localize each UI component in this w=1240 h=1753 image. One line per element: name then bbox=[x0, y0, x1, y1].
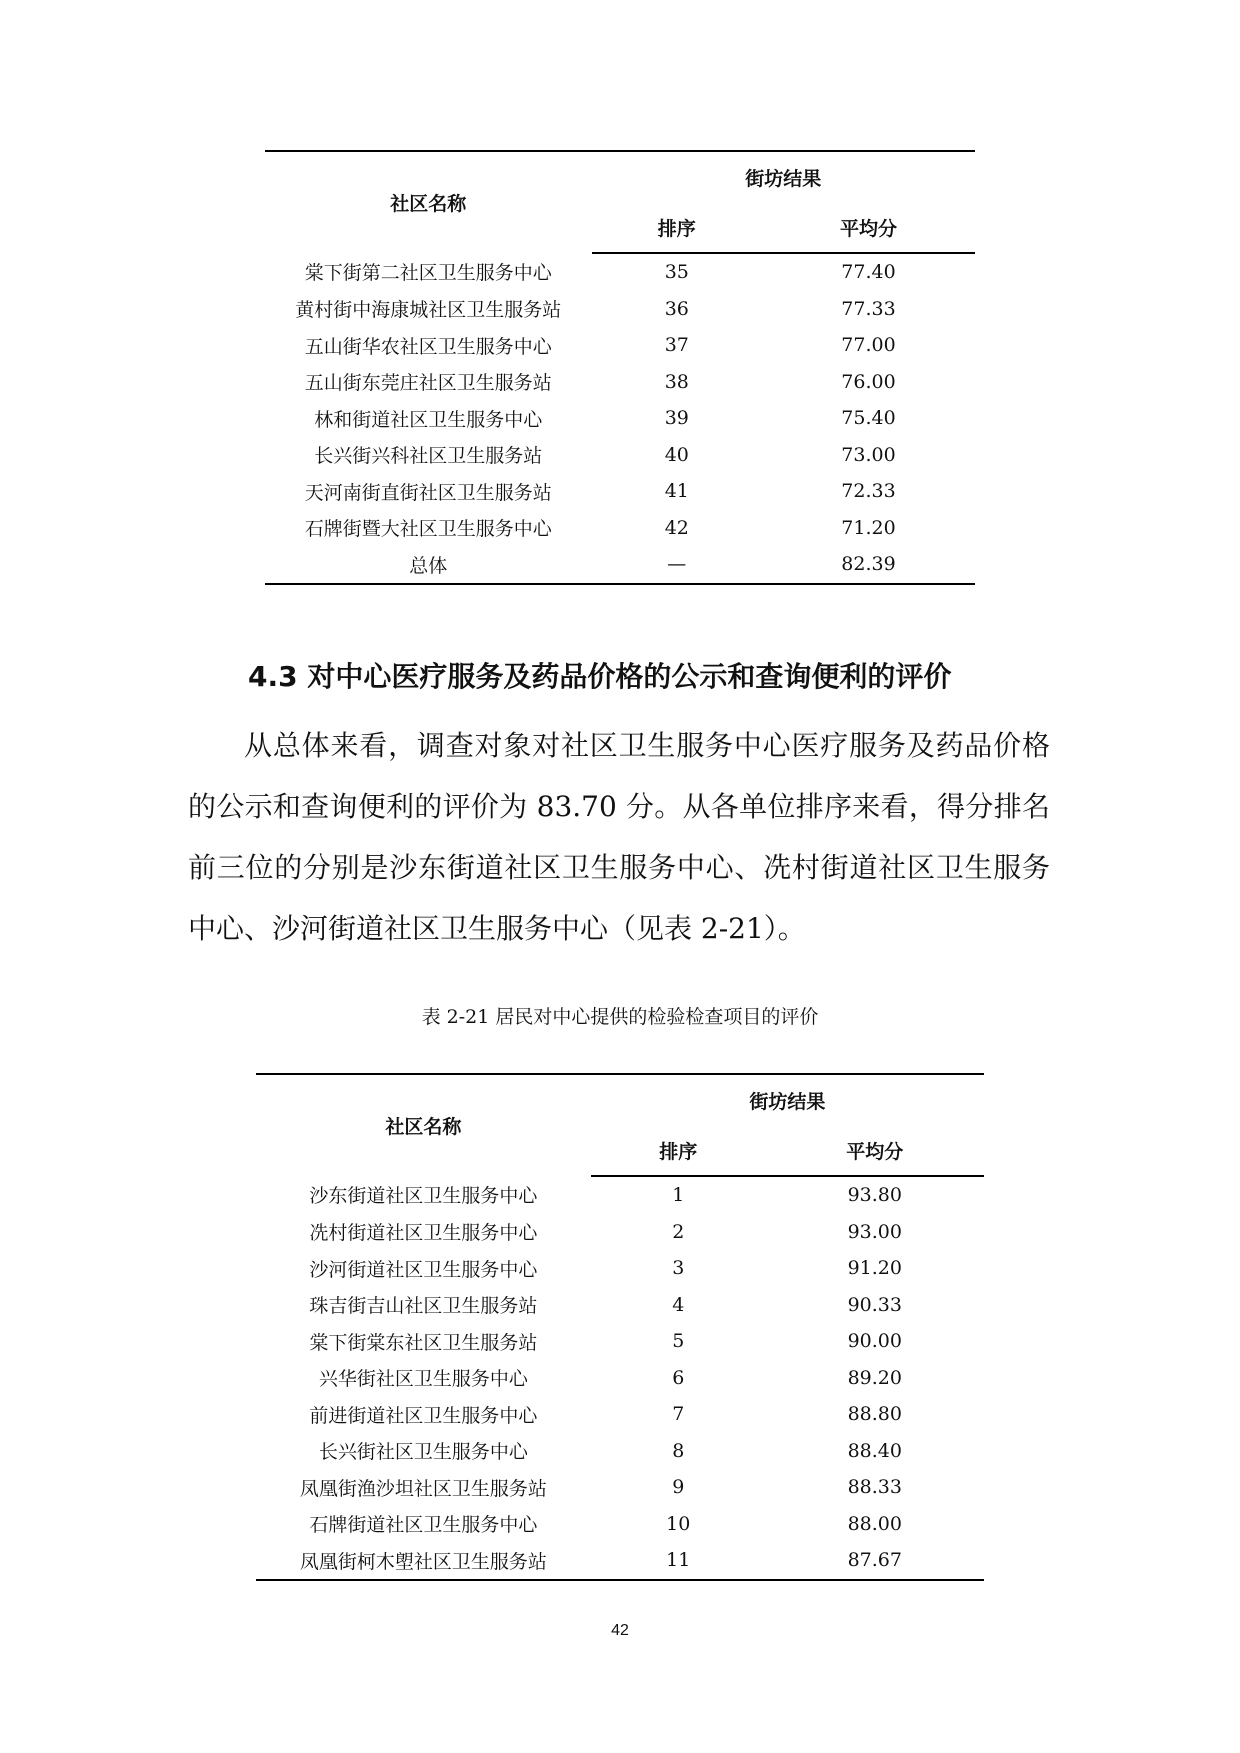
cell-name: 天河南街直街社区卫生服务站 bbox=[304, 481, 552, 504]
cell-name: 长兴街社区卫生服务中心 bbox=[318, 1441, 528, 1464]
table-row bbox=[265, 510, 975, 547]
cell-name: 五山街东莞庄社区卫生服务站 bbox=[304, 372, 552, 395]
cell-name: 棠下街第二社区卫生服务中心 bbox=[304, 262, 552, 285]
cell-name: 沙东街道社区卫生服务中心 bbox=[309, 1185, 538, 1208]
cell-name: 棠下街棠东社区卫生服务站 bbox=[309, 1331, 538, 1354]
cell-average: 88.33 bbox=[847, 1476, 902, 1499]
cell-average: 89.20 bbox=[847, 1366, 902, 1389]
cell-average: 72.33 bbox=[841, 480, 896, 503]
table-caption: 表 2-21 居民对中心提供的检验检查项目的评价 bbox=[421, 1006, 819, 1028]
cell-rank: 9 bbox=[672, 1476, 685, 1499]
table-row bbox=[265, 437, 975, 474]
ranking-table-continued bbox=[265, 150, 975, 585]
column-header-average: 平均分 bbox=[762, 202, 975, 253]
cell-name: 林和街道社区卫生服务中心 bbox=[314, 408, 543, 431]
cell-name: 凤凰街柯木塱社区卫生服务站 bbox=[256, 1542, 591, 1580]
table-body bbox=[256, 1176, 984, 1580]
column-header-average: 平均分 bbox=[766, 1125, 984, 1176]
cell-rank: 1 bbox=[672, 1184, 685, 1207]
cell-rank: — bbox=[592, 546, 762, 584]
table-row bbox=[256, 1176, 984, 1214]
cell-rank: 37 bbox=[664, 334, 689, 357]
cell-average: 88.40 bbox=[847, 1439, 902, 1462]
column-header-name: 社区名称 bbox=[256, 1074, 591, 1176]
cell-name: 长兴街兴科社区卫生服务站 bbox=[314, 445, 543, 468]
cell-average: 77.33 bbox=[841, 297, 896, 320]
table-row bbox=[265, 364, 975, 401]
cell-average: 77.40 bbox=[841, 261, 896, 284]
cell-average: 90.33 bbox=[847, 1293, 902, 1316]
cell-rank: 41 bbox=[664, 480, 689, 503]
cell-rank: 2 bbox=[672, 1220, 685, 1243]
ranking-table-2-21 bbox=[256, 1073, 984, 1581]
column-header-name: 社区名称 bbox=[265, 151, 592, 253]
table-row bbox=[265, 546, 975, 584]
table-row bbox=[256, 1542, 984, 1580]
cell-name: 总体 bbox=[265, 546, 592, 584]
cell-average: 76.00 bbox=[841, 370, 896, 393]
table-row bbox=[256, 1287, 984, 1324]
table-row bbox=[256, 1214, 984, 1251]
table-row bbox=[256, 1433, 984, 1470]
table-row bbox=[256, 1506, 984, 1543]
cell-rank: 8 bbox=[672, 1439, 685, 1462]
cell-name: 凤凰街渔沙坦社区卫生服务站 bbox=[299, 1477, 547, 1500]
page-number: 42 bbox=[611, 1622, 629, 1639]
cell-average: 77.00 bbox=[841, 334, 896, 357]
cell-rank: 7 bbox=[672, 1403, 685, 1426]
cell-rank: 4 bbox=[672, 1293, 685, 1316]
cell-name: 沙河街道社区卫生服务中心 bbox=[309, 1258, 538, 1281]
cell-average: 73.00 bbox=[841, 443, 896, 466]
cell-name: 珠吉街吉山社区卫生服务站 bbox=[309, 1295, 538, 1318]
cell-rank: 38 bbox=[664, 370, 689, 393]
table-row bbox=[265, 473, 975, 510]
section-heading: 4.3 对中心医疗服务及药品价格的公示和查询便利的评价 bbox=[248, 660, 952, 693]
cell-average: 87.67 bbox=[766, 1542, 984, 1580]
table-row bbox=[256, 1360, 984, 1397]
cell-name: 前进街道社区卫生服务中心 bbox=[309, 1404, 538, 1427]
cell-name: 兴华街社区卫生服务中心 bbox=[318, 1368, 528, 1391]
cell-rank: 3 bbox=[672, 1257, 685, 1280]
cell-rank: 42 bbox=[664, 516, 689, 539]
table-row bbox=[256, 1250, 984, 1287]
column-header-rank: 排序 bbox=[592, 202, 762, 253]
table-row bbox=[256, 1396, 984, 1433]
cell-name: 石牌街暨大社区卫生服务中心 bbox=[304, 518, 552, 541]
cell-average: 88.80 bbox=[847, 1403, 902, 1426]
cell-name: 五山街华农社区卫生服务中心 bbox=[304, 335, 552, 358]
column-header-rank: 排序 bbox=[591, 1125, 766, 1176]
cell-rank: 5 bbox=[672, 1330, 685, 1353]
cell-rank: 10 bbox=[666, 1512, 691, 1535]
column-group-header: 街坊结果 bbox=[591, 1074, 984, 1125]
cell-average: 82.39 bbox=[762, 546, 975, 584]
cell-name: 石牌街道社区卫生服务中心 bbox=[309, 1514, 538, 1537]
table-row bbox=[265, 253, 975, 291]
table-row bbox=[265, 291, 975, 328]
cell-average: 91.20 bbox=[847, 1257, 902, 1280]
cell-average: 88.00 bbox=[847, 1512, 902, 1535]
cell-name: 黄村街中海康城社区卫生服务站 bbox=[295, 299, 562, 322]
cell-rank: 40 bbox=[664, 443, 689, 466]
table-row bbox=[265, 400, 975, 437]
table-row bbox=[256, 1469, 984, 1506]
cell-name: 冼村街道社区卫生服务中心 bbox=[309, 1222, 538, 1245]
cell-average: 75.40 bbox=[841, 407, 896, 430]
column-group-header: 街坊结果 bbox=[592, 151, 975, 202]
cell-average: 93.80 bbox=[847, 1184, 902, 1207]
cell-rank: 11 bbox=[591, 1542, 766, 1580]
cell-rank: 6 bbox=[672, 1366, 685, 1389]
cell-average: 93.00 bbox=[847, 1220, 902, 1243]
cell-rank: 35 bbox=[664, 261, 689, 284]
table-row bbox=[256, 1323, 984, 1360]
table-body bbox=[265, 253, 975, 584]
cell-average: 90.00 bbox=[847, 1330, 902, 1353]
cell-rank: 39 bbox=[664, 407, 689, 430]
body-paragraph: 从总体来看，调查对象对社区卫生服务中心医疗服务及药品价格的公示和查询便利的评价为 83.70 分。从各单位排序来看，得分排名前三位的分别是沙东街道社区卫生服务中心、冼村街道社区卫生服务中心、沙河街道社区卫生服务中心（见表 2-21）。 bbox=[188, 729, 1050, 945]
cell-rank: 36 bbox=[664, 297, 689, 320]
cell-average: 71.20 bbox=[841, 516, 896, 539]
table-row bbox=[265, 327, 975, 364]
